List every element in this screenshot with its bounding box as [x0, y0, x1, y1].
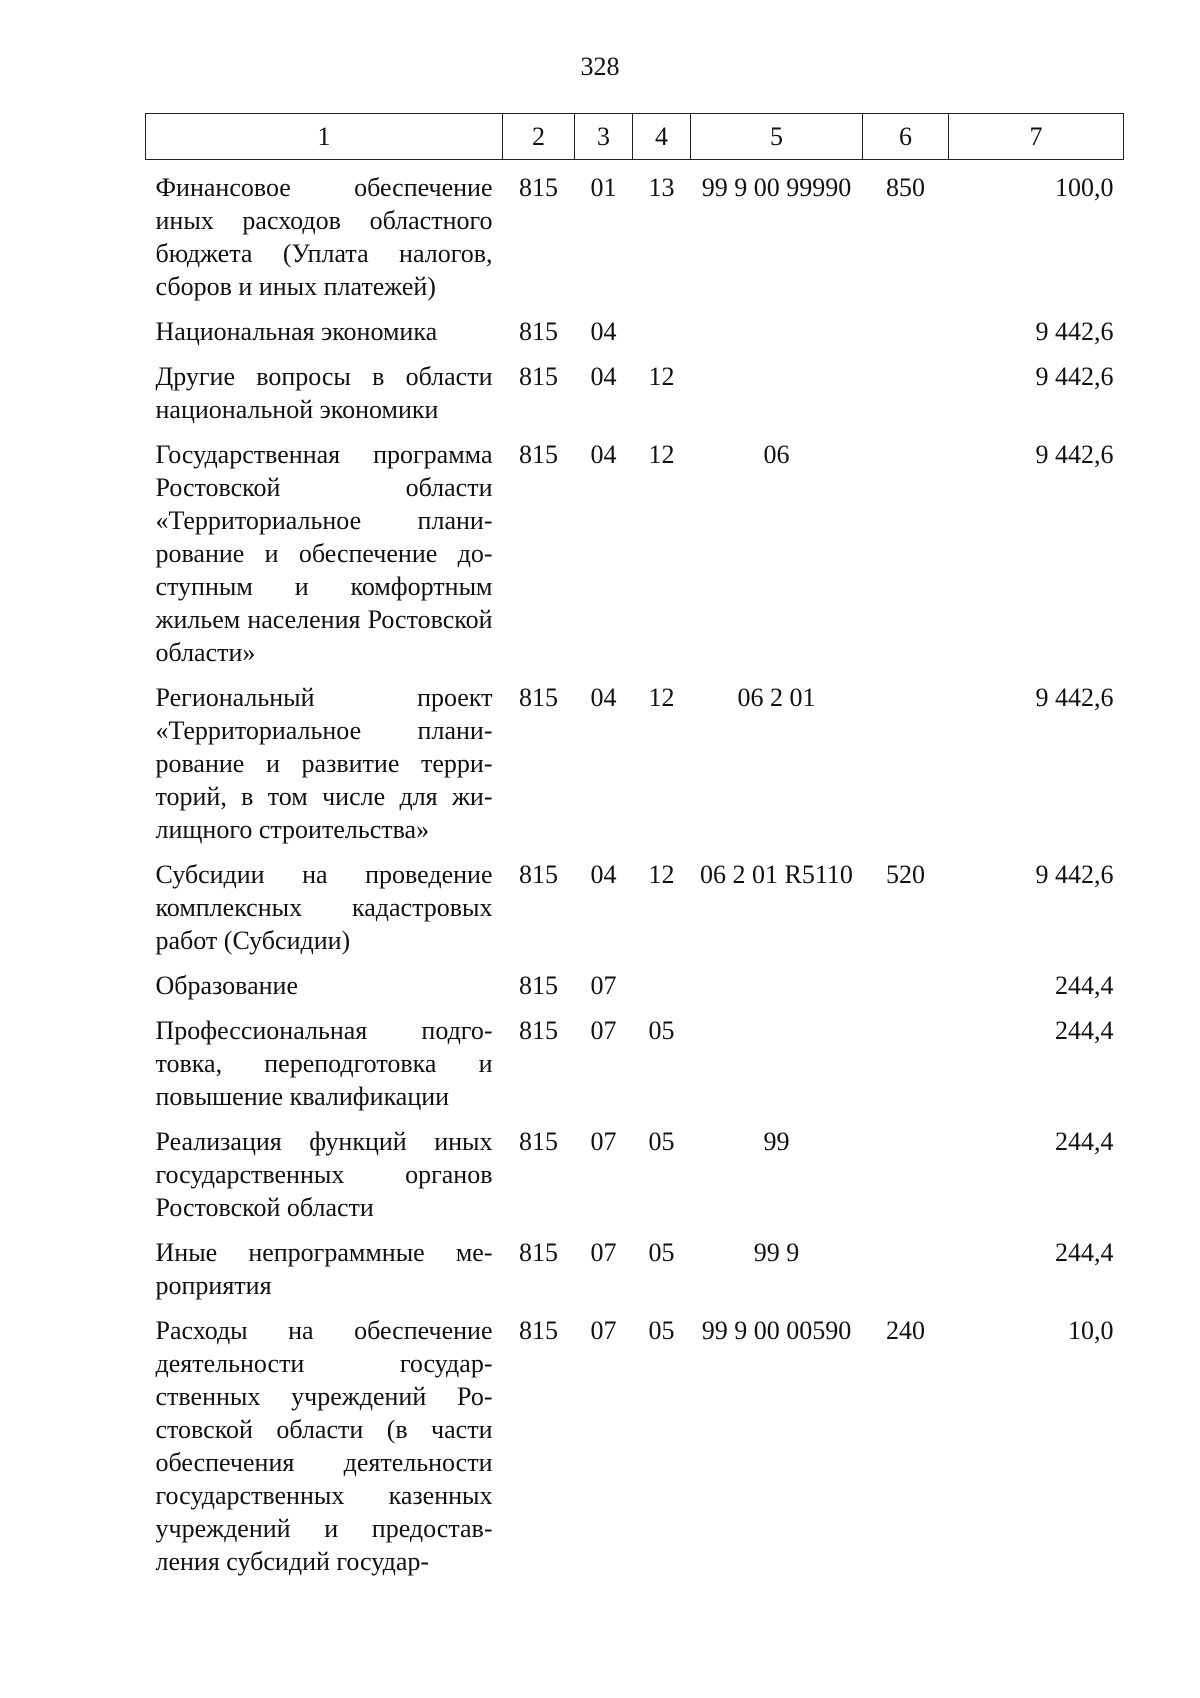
row-vr: [863, 360, 949, 438]
header-cell-5: 5: [691, 114, 863, 160]
row-rz: 07: [590, 1238, 617, 1267]
row-sum: 10,0: [1068, 1316, 1114, 1345]
table-row: [146, 969, 1124, 1014]
row-cs: 99 9 00 99990: [701, 173, 852, 202]
row-rz: 04: [590, 860, 617, 889]
header-cell-2: 2: [503, 114, 575, 160]
row-cs: 06: [763, 440, 790, 469]
row-rz: 04: [590, 317, 617, 346]
row-name: Национальная экономика: [155, 317, 438, 346]
budget-table: [145, 113, 1124, 1590]
row-name: Финансовое обеспечение иных расходов областного бюджета (Уплата налогов, сборов и иных платежей): [155, 173, 493, 301]
row-pr: 05: [648, 1127, 675, 1156]
row-gr: 815: [519, 860, 558, 889]
row-cs: [691, 315, 863, 360]
row-sum: 9 442,6: [1035, 440, 1114, 469]
row-sum: 244,4: [1055, 1016, 1114, 1045]
header-cell-6: 6: [863, 114, 949, 160]
row-vr: [863, 969, 949, 1014]
row-cs: 99: [763, 1127, 790, 1156]
row-pr: 12: [648, 362, 675, 391]
row-name: Профессиональная подготовка, переподготовка и повышение квалификации: [155, 1016, 493, 1111]
row-vr: [863, 1125, 949, 1236]
row-name: Государственная программа Ростовской области «Территориальное планирование и обеспечение доступным и комфортным жильем населения Ростовской области»: [155, 440, 493, 667]
row-name: Субсидии на проведение комплексных кадастровых работ (Субсидии): [155, 860, 493, 955]
row-vr: 240: [886, 1316, 925, 1345]
row-gr: 815: [519, 1238, 558, 1267]
header-cell-3: 3: [575, 114, 633, 160]
row-cs: [691, 360, 863, 438]
row-cs: 06 2 01 R5110: [700, 860, 853, 889]
row-pr: 05: [648, 1316, 675, 1345]
row-gr: 815: [519, 1127, 558, 1156]
row-pr: 12: [648, 860, 675, 889]
row-vr: [863, 438, 949, 681]
header-row: [146, 114, 1124, 160]
row-cs: 99 9 00 00590: [701, 1316, 852, 1345]
table-row: [146, 315, 1124, 360]
row-cs: 06 2 01: [737, 683, 816, 712]
table-row: [146, 681, 1124, 858]
row-sum: 100,0: [1055, 173, 1114, 202]
table-row: [146, 1314, 1124, 1590]
row-name: Образование: [155, 971, 299, 1000]
row-name: Реализация функций иных государственных органов Ростовской области: [155, 1127, 493, 1222]
row-pr: [633, 315, 691, 360]
row-vr: [863, 1236, 949, 1314]
row-rz: 04: [590, 362, 617, 391]
row-cs: 99 9: [753, 1238, 800, 1267]
row-sum: 244,4: [1055, 1127, 1114, 1156]
row-rz: 07: [590, 971, 617, 1000]
row-sum: 9 442,6: [1035, 860, 1114, 889]
row-pr: 13: [648, 173, 675, 202]
row-gr: 815: [519, 173, 558, 202]
row-rz: 04: [590, 683, 617, 712]
row-rz: 07: [590, 1016, 617, 1045]
row-name: Иные непрограммные мероприятия: [155, 1238, 493, 1300]
row-pr: 12: [648, 683, 675, 712]
row-name: Расходы на обеспечение деятельности государственных учреждений Ростовской области (в части обеспечения деятельности государственных казенных учреждений и предоставления субсидий государ-: [155, 1316, 493, 1576]
table-row: [146, 858, 1124, 969]
table-row: [146, 438, 1124, 681]
row-pr: 12: [648, 440, 675, 469]
header-cell-4: 4: [633, 114, 691, 160]
row-gr: 815: [519, 683, 558, 712]
row-gr: 815: [519, 971, 558, 1000]
row-rz: 01: [590, 173, 617, 202]
row-rz: 07: [590, 1127, 617, 1156]
row-vr: 850: [886, 173, 925, 202]
row-rz: 04: [590, 440, 617, 469]
row-sum: 9 442,6: [1035, 683, 1114, 712]
row-gr: 815: [519, 362, 558, 391]
row-gr: 815: [519, 317, 558, 346]
row-sum: 9 442,6: [1035, 362, 1114, 391]
row-sum: 244,4: [1055, 971, 1114, 1000]
row-pr: 05: [648, 1016, 675, 1045]
table-body: [146, 160, 1124, 1591]
row-vr: [863, 315, 949, 360]
row-gr: 815: [519, 1016, 558, 1045]
page-number: 328: [580, 52, 620, 81]
row-name: Региональный проект «Территориальное планирование и развитие территорий, в том числе для жилищного строительства»: [155, 683, 493, 844]
table-header: [146, 114, 1124, 160]
row-vr: 520: [886, 860, 925, 889]
row-sum: 9 442,6: [1035, 317, 1114, 346]
row-cs: [691, 969, 863, 1014]
row-pr: [633, 969, 691, 1014]
row-pr: 05: [648, 1238, 675, 1267]
row-rz: 07: [590, 1316, 617, 1345]
row-gr: 815: [519, 1316, 558, 1345]
header-cell-7: 7: [949, 114, 1124, 160]
table-row: [146, 1236, 1124, 1314]
row-sum: 244,4: [1055, 1238, 1114, 1267]
row-name: Другие вопросы в области национальной экономики: [155, 362, 493, 424]
header-cell-1: 1: [146, 114, 503, 160]
row-vr: [863, 681, 949, 858]
table-row: [146, 1014, 1124, 1125]
table-row: [146, 1125, 1124, 1236]
row-vr: [863, 1014, 949, 1125]
table-row: [146, 160, 1124, 316]
row-cs: [691, 1014, 863, 1125]
table-row: [146, 360, 1124, 438]
row-gr: 815: [519, 440, 558, 469]
